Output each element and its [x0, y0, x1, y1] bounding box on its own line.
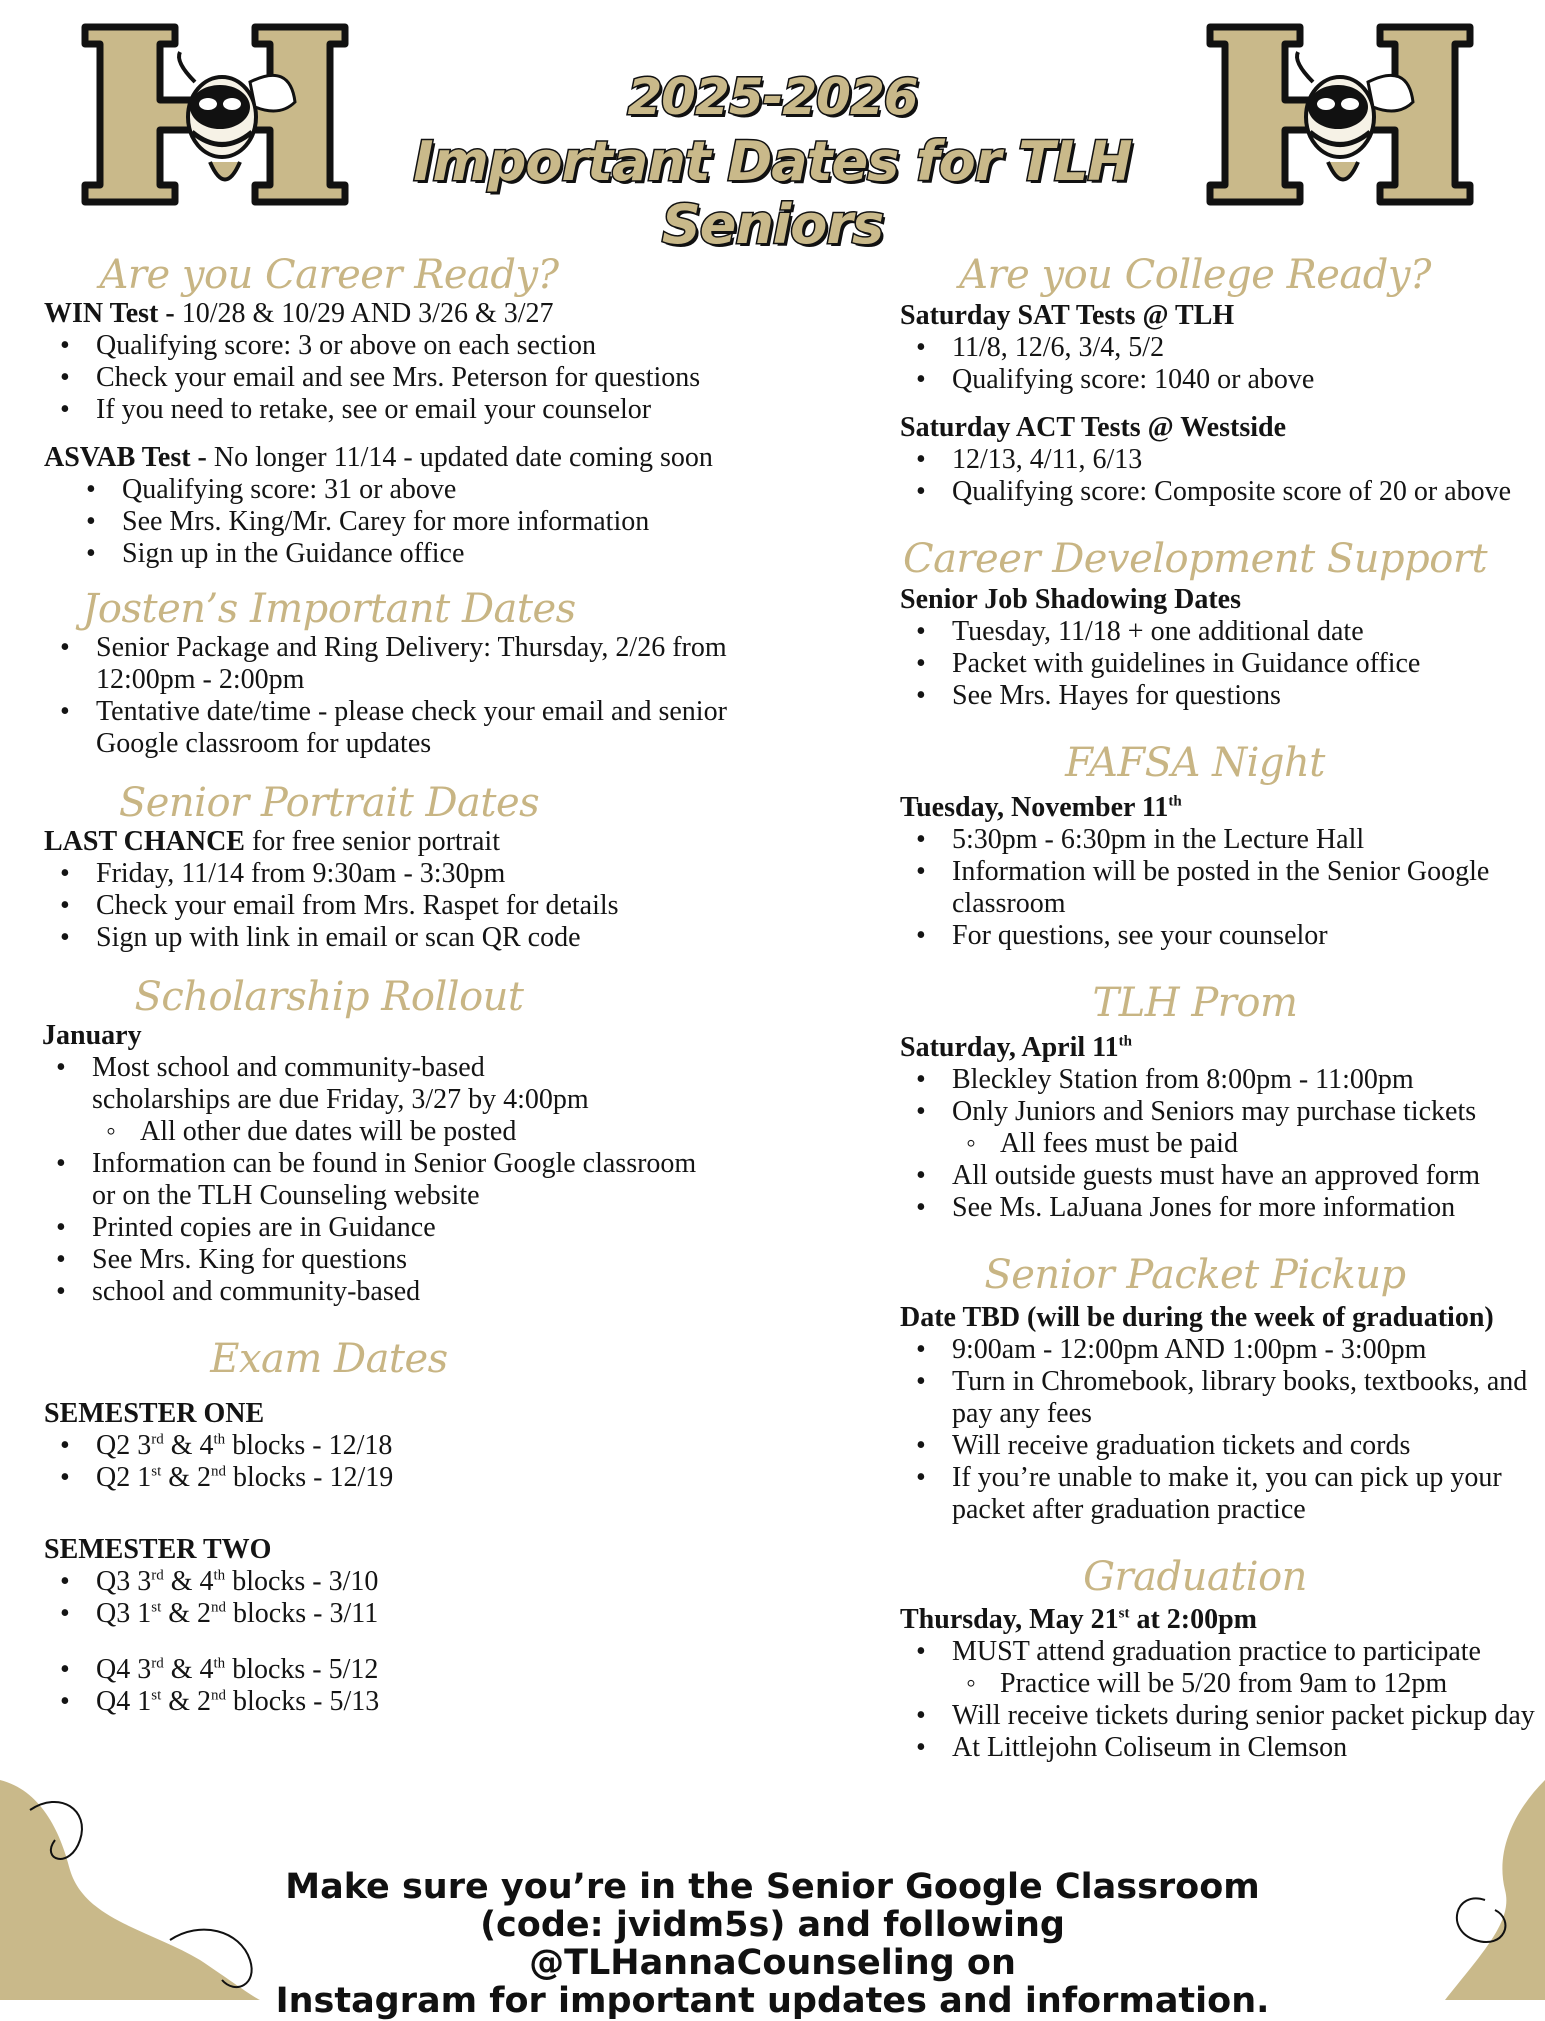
fafsa-list: [900, 824, 1540, 952]
semester-one-list: [44, 1430, 734, 1494]
list-item: • Turn in Chromebook, library books, textbooks, and pay any fees: [900, 1366, 1540, 1430]
semester-two-label: SEMESTER TWO: [44, 1534, 272, 1565]
packet-pickup-heading: Senior Packet Pickup: [984, 1252, 1406, 1298]
graduation-heading: Graduation: [1083, 1554, 1307, 1600]
list-item: • Will receive tickets during senior packet pickup day: [900, 1700, 1540, 1732]
exam-row: • Q3 1st & 2nd blocks - 3/11: [44, 1598, 734, 1630]
school-logo-right: [1205, 22, 1475, 207]
page-title: Important Dates for TLH Seniors: [413, 130, 1132, 256]
career-development-heading: Career Development Support: [902, 536, 1488, 582]
josten-list: [44, 632, 734, 760]
job-shadowing-list: [900, 616, 1540, 712]
list-item: • school and community-based: [40, 1276, 720, 1308]
list-item: • See Ms. LaJuana Jones for more information: [900, 1192, 1540, 1224]
scholarship-list: [40, 1052, 720, 1308]
fafsa-date: Tuesday, November 11th: [900, 792, 1182, 823]
semester-two-list: [44, 1566, 734, 1630]
list-item: • Friday, 11/14 from 9:30am - 3:30pm: [44, 858, 734, 890]
list-item: • Sign up in the Guidance office: [44, 538, 734, 570]
list-item: • Will receive graduation tickets and cords: [900, 1430, 1540, 1462]
prom-date: Saturday, April 11th: [900, 1032, 1132, 1063]
list-item: • Most school and community-based scholarships are due Friday, 3/27 by 4:00pm: [40, 1052, 720, 1116]
graduation-date: Thursday, May 21st at 2:00pm: [900, 1604, 1257, 1635]
list-item: • 5:30pm - 6:30pm in the Lecture Hall: [900, 824, 1540, 856]
exam-row: • Q4 3rd & 4th blocks - 5/12: [44, 1654, 734, 1686]
corner-blob-right: [1425, 1780, 1545, 2000]
win-test-list: [44, 330, 734, 426]
exam-row: • Q2 1st & 2nd blocks - 12/19: [44, 1462, 734, 1494]
semester-one-label: SEMESTER ONE: [44, 1398, 265, 1429]
asvab-test-line: ASVAB Test - No longer 11/14 - updated date coming soon: [44, 442, 713, 473]
school-logo-left: [80, 22, 350, 207]
footer-line: Instagram for important updates and information.: [275, 1981, 1270, 2021]
corner-blob-left: [0, 1770, 300, 2000]
list-item: • For questions, see your counselor: [900, 920, 1540, 952]
list-item: • See Mrs. King for questions: [40, 1244, 720, 1276]
prom-heading: TLH Prom: [1092, 980, 1298, 1026]
exam-row: • Q4 1st & 2nd blocks - 5/13: [44, 1686, 734, 1718]
list-item: • Check your email and see Mrs. Peterson for questions: [44, 362, 734, 394]
list-item: • Senior Package and Ring Delivery: Thursday, 2/26 from 12:00pm - 2:00pm: [44, 632, 734, 696]
list-item: • See Mrs. King/Mr. Carey for more information: [44, 506, 734, 538]
prom-list: [900, 1064, 1540, 1224]
list-item: • See Mrs. Hayes for questions: [900, 680, 1540, 712]
list-item: • Check your email from Mrs. Raspet for details: [44, 890, 734, 922]
list-item: • Qualifying score: 3 or above on each section: [44, 330, 734, 362]
list-item: • Information will be posted in the Senior Google classroom: [900, 856, 1540, 920]
list-sub-item: ◦ Practice will be 5/20 from 9am to 12pm: [900, 1668, 1540, 1700]
portrait-list: [44, 858, 734, 954]
portrait-heading: Senior Portrait Dates: [118, 780, 540, 826]
list-item: • Qualifying score: Composite score of 20 or above: [900, 476, 1540, 508]
job-shadowing-label: Senior Job Shadowing Dates: [900, 584, 1242, 615]
right-column: [900, 252, 1540, 1764]
win-test-line: WIN Test - 10/28 & 10/29 AND 3/26 & 3/27: [44, 298, 554, 329]
exam-row: • Q3 3rd & 4th blocks - 3/10: [44, 1566, 734, 1598]
list-item: • 12/13, 4/11, 6/13: [900, 444, 1540, 476]
list-item: • MUST attend graduation practice to participate: [900, 1636, 1540, 1668]
footer-line: Make sure you’re in the Senior Google Classroom: [285, 1867, 1260, 1907]
sat-label: Saturday SAT Tests @ TLH: [900, 300, 1235, 331]
list-item: • Tuesday, 11/18 + one additional date: [900, 616, 1540, 648]
list-item: • Sign up with link in email or scan QR code: [44, 922, 734, 954]
list-item: • If you need to retake, see or email your counselor: [44, 394, 734, 426]
career-ready-heading: Are you Career Ready?: [99, 252, 559, 298]
sat-list: [900, 332, 1540, 396]
list-item: • Qualifying score: 1040 or above: [900, 364, 1540, 396]
list-item: • Only Juniors and Seniors may purchase tickets: [900, 1096, 1540, 1128]
list-item: • Tentative date/time - please check your email and senior Google classroom for updates: [44, 696, 734, 760]
exam-row: • Q2 3rd & 4th blocks - 12/18: [44, 1430, 734, 1462]
josten-heading: Josten’s Important Dates: [82, 586, 576, 632]
exam-heading: Exam Dates: [210, 1336, 448, 1382]
scholarship-heading: Scholarship Rollout: [134, 974, 524, 1020]
footer-message: [270, 1868, 1275, 2020]
packet-pickup-date: Date TBD (will be during the week of graduation): [900, 1302, 1494, 1333]
list-item: • Printed copies are in Guidance: [40, 1212, 720, 1244]
list-item: • All outside guests must have an approved form: [900, 1160, 1540, 1192]
scholarship-month: January: [42, 1020, 142, 1051]
fafsa-heading: FAFSA Night: [1065, 740, 1325, 786]
act-list: [900, 444, 1540, 508]
list-item: • Information can be found in Senior Google classroom or on the TLH Counseling website: [40, 1148, 720, 1212]
list-sub-item: ◦ All other due dates will be posted: [40, 1116, 720, 1148]
list-item: • If you’re unable to make it, you can pick up your packet after graduation practice: [900, 1462, 1540, 1526]
list-item: • Qualifying score: 31 or above: [44, 474, 734, 506]
list-item: • 11/8, 12/6, 3/4, 5/2: [900, 332, 1540, 364]
graduation-list: [900, 1636, 1540, 1764]
list-sub-item: ◦ All fees must be paid: [900, 1128, 1540, 1160]
list-item: • 9:00am - 12:00pm AND 1:00pm - 3:00pm: [900, 1334, 1540, 1366]
list-item: • Packet with guidelines in Guidance office: [900, 648, 1540, 680]
list-item: • At Littlejohn Coliseum in Clemson: [900, 1732, 1540, 1764]
portrait-lead: LAST CHANCE for free senior portrait: [44, 826, 500, 857]
q4-list: [44, 1654, 734, 1718]
left-column: [44, 252, 734, 1718]
act-label: Saturday ACT Tests @ Westside: [900, 412, 1286, 443]
list-item: • Bleckley Station from 8:00pm - 11:00pm: [900, 1064, 1540, 1096]
college-ready-heading: Are you College Ready?: [959, 252, 1431, 298]
asvab-list: [44, 474, 734, 570]
footer-line: (code: jvidm5s) and following @TLHannaCounseling on: [480, 1905, 1065, 1983]
packet-pickup-list: [900, 1334, 1540, 1526]
header-year: 2025-2026: [627, 68, 918, 126]
